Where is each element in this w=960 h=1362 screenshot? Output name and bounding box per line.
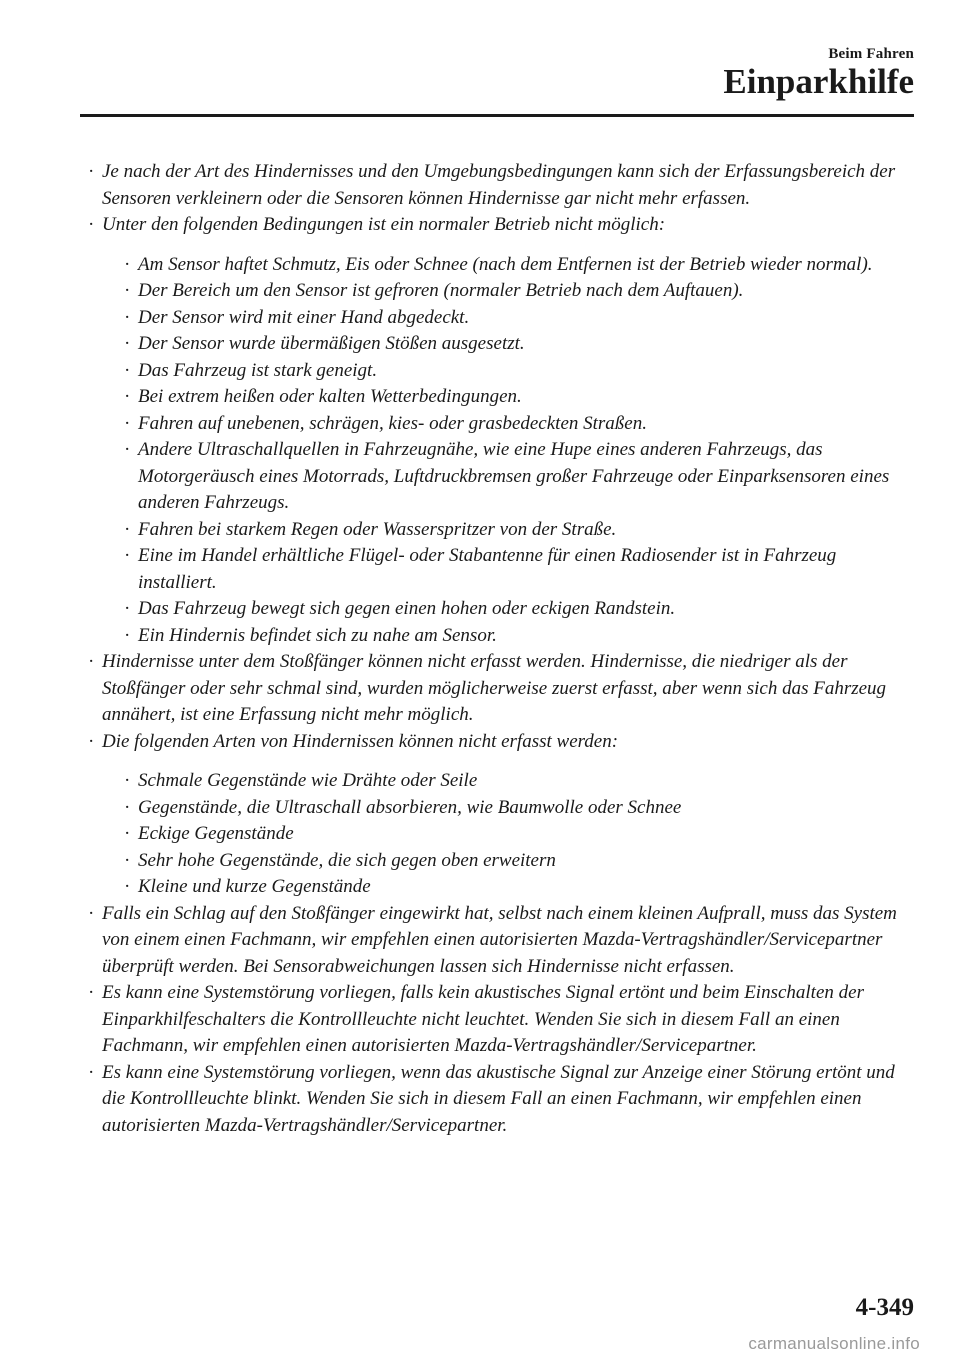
list-item-text: Es kann eine Systemstörung vorliegen, wenn das akustische Signal zur Anzeige einer Störung ertönt und die Kontrollleuchte blinkt. Wenden Sie sich in diesem Fall an einen Fachmann, wir empfehlen einen autorisierten Mazda-Vertragshändler/Servicepartner.	[102, 1061, 895, 1136]
sub-list-item	[122, 596, 916, 623]
bullet-marker: ·	[88, 902, 95, 924]
sub-list-item	[122, 358, 916, 385]
sub-list-item-text: Der Sensor wurde übermäßigen Stößen ausgesetzt.	[138, 333, 525, 354]
sub-list-item-text: Eckige Gegenstände	[138, 823, 294, 844]
sub-list-item	[122, 384, 916, 411]
header-rule	[80, 114, 914, 117]
bullet-marker: ·	[124, 598, 131, 619]
notes-list	[86, 159, 916, 1139]
bullet-marker: ·	[124, 770, 131, 791]
sub-list-item	[122, 517, 916, 544]
sub-list-item	[122, 874, 916, 901]
bullet-marker: ·	[124, 876, 131, 897]
sub-list-item-text: Andere Ultraschallquellen in Fahrzeugnähe, wie eine Hupe eines anderen Fahrzeugs, das Motorgeräusch eines Motorrads, Luftdruckbremsen großer Fahrzeuge oder Einparksensoren eines anderen Fahrzeugs.	[138, 439, 890, 513]
sub-list-item-text: Schmale Gegenstände wie Drähte oder Seile	[138, 770, 478, 791]
list-item	[86, 980, 916, 1060]
sub-list	[102, 768, 916, 901]
sub-list-item-text: Der Bereich um den Sensor ist gefroren (normaler Betrieb nach dem Auftauen).	[138, 280, 744, 301]
sub-list-item-text: Bei extrem heißen oder kalten Wetterbedingungen.	[138, 386, 522, 407]
watermark: carmanualsonline.info	[748, 1334, 920, 1353]
bullet-marker: ·	[88, 651, 95, 672]
sub-list-item	[122, 411, 916, 438]
list-item	[86, 729, 916, 901]
list-item	[86, 212, 916, 649]
bullet-marker: ·	[88, 1061, 95, 1083]
section-label: Beim Fahren	[828, 46, 914, 62]
bullet-marker: ·	[124, 359, 131, 381]
bullet-marker: ·	[88, 730, 95, 752]
sub-list-item	[122, 252, 916, 279]
bullet-marker: ·	[124, 796, 131, 818]
list-item	[86, 1060, 916, 1140]
sub-list-item	[122, 305, 916, 332]
bullet-marker: ·	[124, 849, 131, 871]
bullet-marker: ·	[88, 214, 95, 235]
list-item	[86, 649, 916, 729]
sub-list-item	[122, 437, 916, 517]
sub-list-item-text: Kleine und kurze Gegenstände	[138, 876, 371, 897]
bullet-marker: ·	[124, 386, 131, 407]
list-item-text: Je nach der Art des Hindernisses und den Umgebungsbedingungen kann sich der Erfassungsbereich der Sensoren verkleinern oder die Sensoren können Hindernisse gar nicht mehr erfassen.	[102, 161, 896, 209]
bullet-marker: ·	[88, 982, 95, 1003]
bullet-marker: ·	[124, 624, 131, 646]
bullet-marker: ·	[124, 823, 131, 844]
sub-list-item-text: Das Fahrzeug ist stark geneigt.	[138, 359, 378, 381]
list-item	[86, 901, 916, 981]
sub-list-item	[122, 331, 916, 358]
list-item-text: Hindernisse unter dem Stoßfänger können nicht erfasst werden. Hindernisse, die niedriger als der Stoßfänger oder sehr schmal sind, wurden möglicherweise zuerst erfasst, aber wenn sich das Fahrzeug annähert, ist eine Erfassung nicht mehr möglich.	[102, 651, 887, 725]
sub-list-item-text: Fahren auf unebenen, schrägen, kies- oder grasbedeckten Straßen.	[138, 412, 647, 434]
bullet-marker: ·	[124, 306, 131, 328]
list-item-text: Es kann eine Systemstörung vorliegen, falls kein akustisches Signal ertönt und beim Einschalten der Einparkhilfeschalters die Kontrollleuchte nicht leuchtet. Wenden Sie sich in diesem Fall an einen Fachmann, wir empfehlen einen autorisierten Mazda-Vertragshändler/Servicepartner.	[102, 982, 864, 1056]
sub-list-item	[122, 821, 916, 848]
list-item-text: Die folgenden Arten von Hindernissen können nicht erfasst werden:	[102, 730, 619, 752]
sub-list-item	[122, 278, 916, 305]
list-item-text: Falls ein Schlag auf den Stoßfänger eingewirkt hat, selbst nach einem kleinen Aufprall, muss das System von einem einen Fachmann, wir empfehlen einen autorisierten Mazda-Vertragshändler/Servicepartner überprüft werden. Bei Sensorabweichungen lassen sich Hindernisse nicht erfassen.	[102, 902, 897, 977]
bullet-marker: ·	[124, 545, 131, 566]
sub-list-item-text: Eine im Handel erhältliche Flügel- oder Stabantenne für einen Radiosender ist in Fahrzeug installiert.	[138, 545, 837, 593]
bullet-marker: ·	[124, 439, 131, 460]
sub-list-item	[122, 768, 916, 795]
bullet-marker: ·	[124, 333, 131, 354]
bullet-marker: ·	[124, 280, 131, 301]
sub-list-item-text: Das Fahrzeug bewegt sich gegen einen hohen oder eckigen Randstein.	[138, 598, 676, 619]
sub-list-item-text: Der Sensor wird mit einer Hand abgedeckt.	[138, 306, 470, 328]
sub-list-item	[122, 623, 916, 650]
sub-list-item-text: Ein Hindernis befindet sich zu nahe am Sensor.	[138, 624, 497, 646]
sub-list-item-text: Fahren bei starkem Regen oder Wasserspritzer von der Straße.	[138, 518, 617, 540]
sub-list	[102, 252, 916, 650]
list-item	[86, 159, 916, 212]
bullet-marker: ·	[124, 518, 131, 540]
sub-list-item	[122, 795, 916, 822]
chapter-title: Einparkhilfe	[723, 62, 914, 101]
list-item-text: Unter den folgenden Bedingungen ist ein normaler Betrieb nicht möglich:	[102, 214, 666, 235]
bullet-marker: ·	[88, 161, 95, 182]
page-header	[0, 0, 960, 120]
page-number: 4-349	[855, 1294, 914, 1321]
bullet-marker: ·	[124, 412, 131, 434]
sub-list-item	[122, 848, 916, 875]
sub-list-item-text: Gegenstände, die Ultraschall absorbieren, wie Baumwolle oder Schnee	[138, 796, 682, 818]
bullet-marker: ·	[124, 253, 131, 275]
sub-list-item	[122, 543, 916, 596]
sub-list-item-text: Am Sensor haftet Schmutz, Eis oder Schnee (nach dem Entfernen ist der Betrieb wieder normal).	[138, 253, 873, 275]
sub-list-item-text: Sehr hohe Gegenstände, die sich gegen oben erweitern	[138, 849, 556, 871]
